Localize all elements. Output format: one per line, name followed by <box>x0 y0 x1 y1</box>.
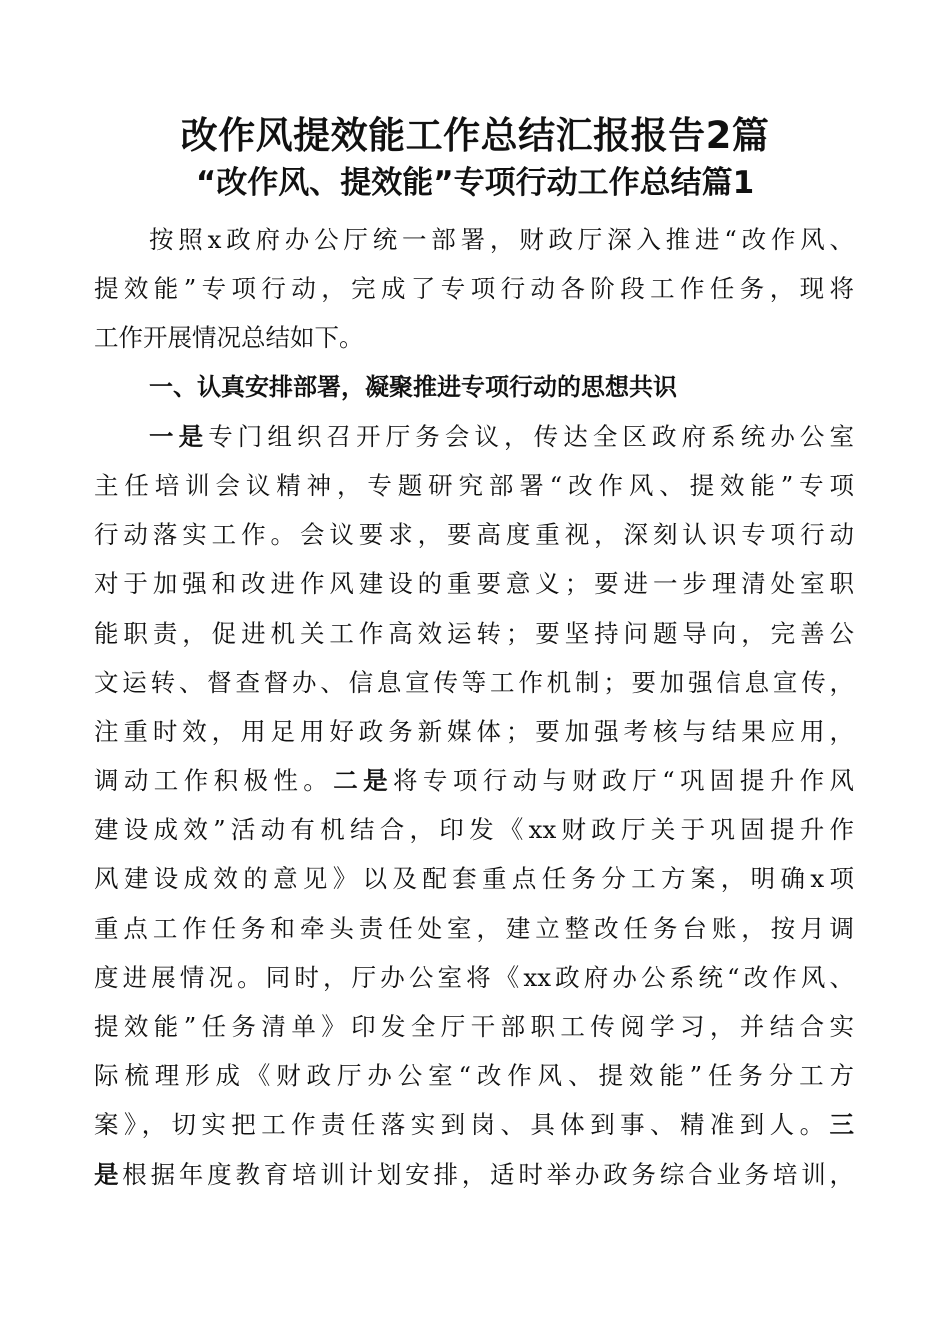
document-subtitle: “改作风、提效能”专项行动工作总结篇1 <box>195 165 755 201</box>
paragraph-line: 重点工作任务和牵头责任处室，建立整改任务台账，按月调 <box>94 913 854 943</box>
paragraph-line: 行动落实工作。会议要求，要高度重视，深刻认识专项行动 <box>94 520 854 550</box>
paragraph-line: 际梳理形成《财政厅办公室“改作风、提效能”任务分工方 <box>94 1061 854 1091</box>
paragraph-line: 按照x政府办公厅统一部署，财政厅深入推进“改作风、 <box>149 225 854 254</box>
paragraph-line: 文运转、督查督办、信息宣传等工作机制；要加强信息宣传， <box>94 667 854 697</box>
paragraph-line: 提效能”任务清单》印发全厅干部职工传阅学习，并结合实 <box>94 1012 854 1041</box>
paragraph-line: 风建设成效的意见》以及配套重点任务分工方案，明确x项 <box>94 864 854 894</box>
paragraph-line: 能职责，促进机关工作高效运转；要坚持问题导向，完善公 <box>94 618 854 648</box>
paragraph-line: 一是专门组织召开厅务会议，传达全区政府系统办公室 <box>149 421 855 451</box>
paragraph-line: 案》，切实把工作责任落实到岗、具体到事、精准到人。三 <box>94 1110 854 1140</box>
paragraph-line: 调动工作积极性。二是将专项行动与财政厅“巩固提升作风 <box>94 766 855 796</box>
paragraph-line: 建设成效”活动有机结合，印发《xx财政厅关于巩固提升作 <box>94 815 854 845</box>
paragraph-line: 提效能”专项行动，完成了专项行动各阶段工作任务，现将 <box>94 274 854 304</box>
document-title: 改作风提效能工作总结汇报报告2篇 <box>180 114 770 157</box>
paragraph-line: 工作开展情况总结如下。 <box>94 323 364 353</box>
paragraph-line: 对于加强和改进作风建设的重要意义；要进一步理清处室职 <box>94 569 854 599</box>
paragraph-line: 是根据年度教育培训计划安排，适时举办政务综合业务培训， <box>94 1159 855 1189</box>
paragraph-line: 注重时效，用足用好政务新媒体；要加强考核与结果应用， <box>94 716 854 746</box>
paragraph-line: 度进展情况。同时，厅办公室将《xx政府办公系统“改作风、 <box>94 962 854 992</box>
body-text <box>94 215 854 1199</box>
section-heading: 一、认真安排部署，凝聚推进专项行动的思想共识 <box>149 372 677 401</box>
paragraph-line: 主任培训会议精神，专题研究部署“改作风、提效能”专项 <box>94 470 854 500</box>
